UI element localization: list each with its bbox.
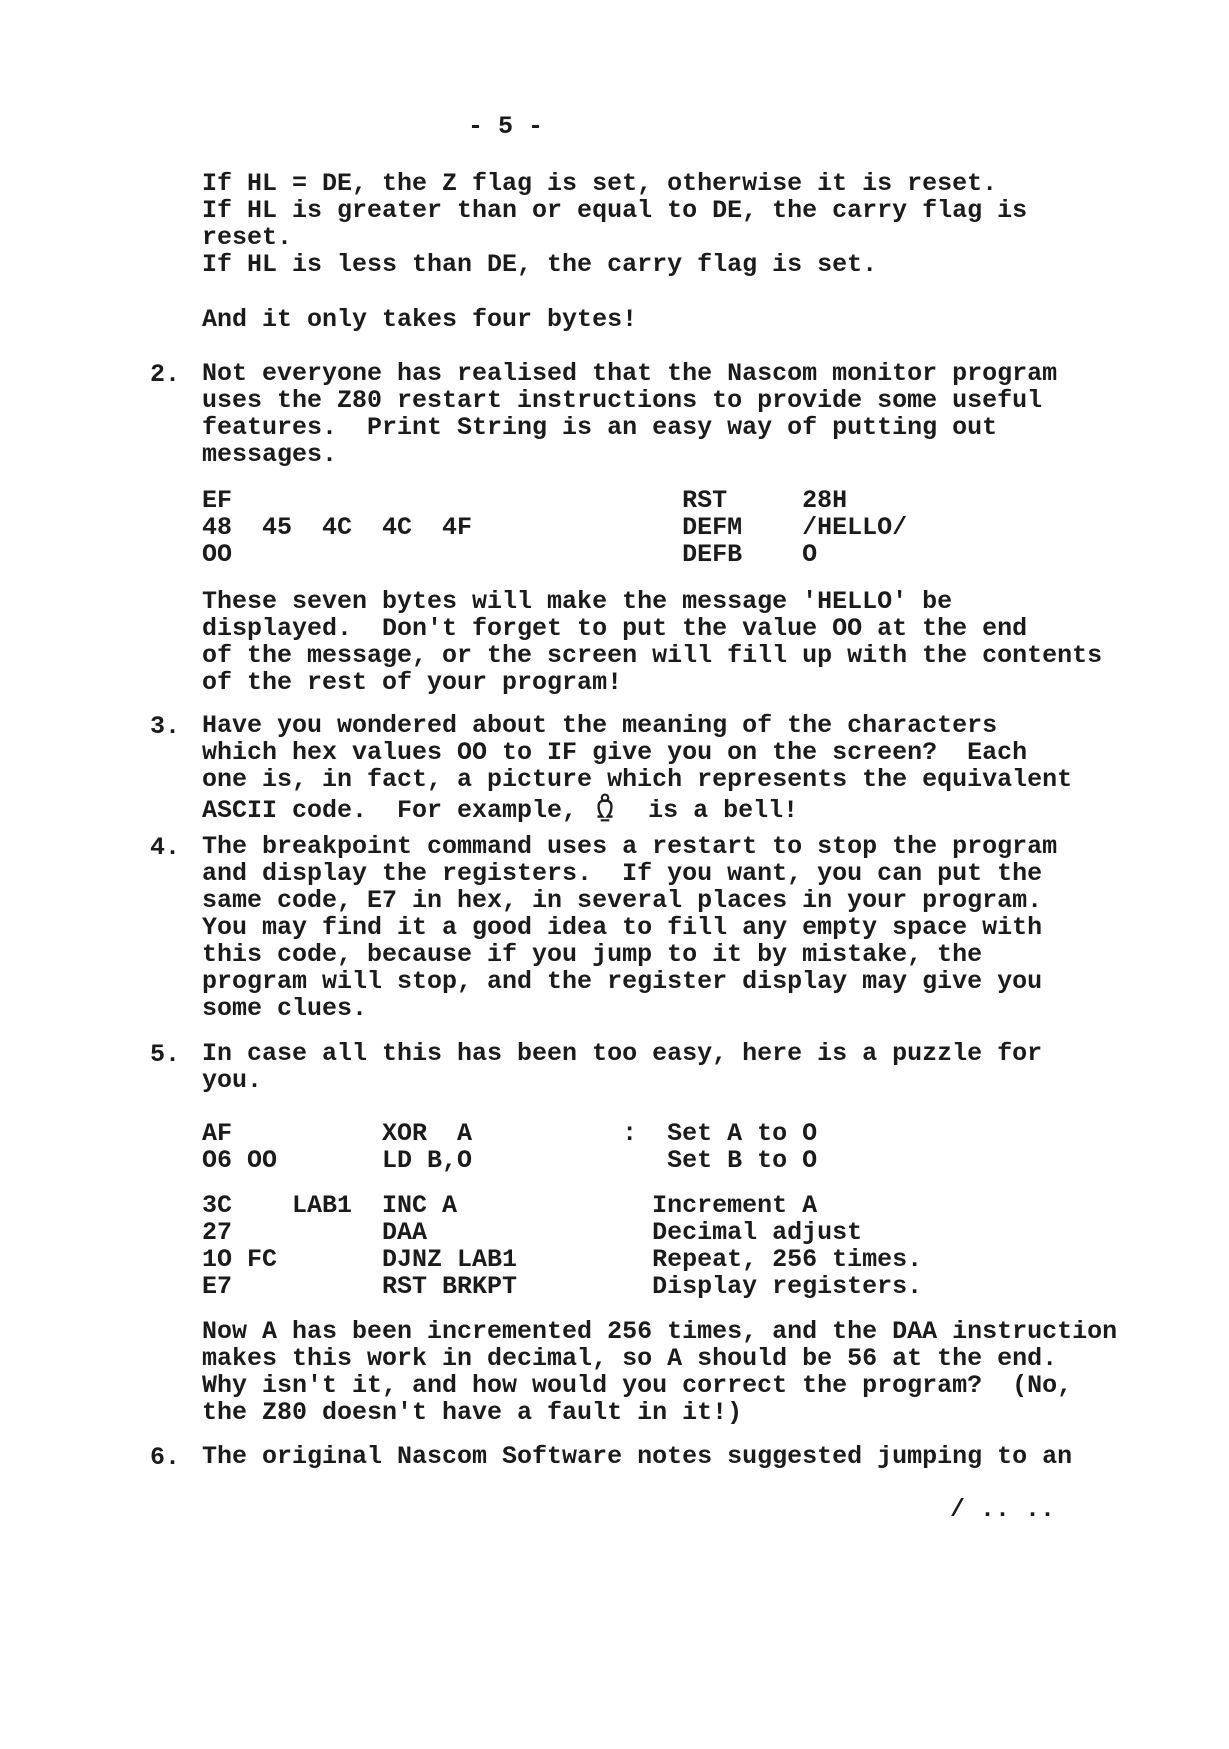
code-line: EF RST 28H <box>202 486 848 515</box>
list-item-5 <box>150 1039 1043 1095</box>
text-line: same code, E7 in hex, in several places in your program. <box>202 886 1043 915</box>
text-line: the Z80 doesn't have a fault in it!) <box>202 1398 743 1427</box>
list-number: 2. <box>150 360 181 389</box>
code-line: AF XOR A : Set A to O <box>202 1119 818 1148</box>
text-line: makes this work in decimal, so A should be 56 at the end. <box>202 1344 1058 1373</box>
daa-explanation-paragraph <box>202 1318 1117 1426</box>
text-line: You may find it a good idea to fill any empty space with <box>202 913 1043 942</box>
text-line: features. Print String is an easy way of putting out <box>202 413 998 442</box>
hello-explanation-paragraph <box>202 588 1102 696</box>
continuation-mark: / .. .. <box>950 1495 1056 1524</box>
text-line: Now A has been incremented 256 times, and the DAA instruction <box>202 1317 1118 1346</box>
text-line: Have you wondered about the meaning of the characters <box>202 711 998 740</box>
list-item-3 <box>150 711 1073 825</box>
text-line: uses the Z80 restart instructions to provide some useful <box>202 386 1043 415</box>
text-line: These seven bytes will make the message 'HELLO' be <box>202 587 953 616</box>
list-item-6 <box>150 1442 1073 1472</box>
text-line: Why isn't it, and how would you correct the program? (No, <box>202 1371 1073 1400</box>
text-line: The original Nascom Software notes suggested jumping to an <box>202 1442 1073 1471</box>
code-line: 48 45 4C 4C 4F DEFM /HELLO/ <box>202 513 908 542</box>
text-line: program will stop, and the register display may give you <box>202 967 1043 996</box>
text-line: of the rest of your program! <box>202 668 623 697</box>
intro-paragraph <box>202 170 1027 278</box>
list-number: 3. <box>150 712 181 741</box>
bell-text-line <box>202 793 1072 825</box>
text-line: If HL = DE, the Z flag is set, otherwise it is reset. <box>202 169 998 198</box>
bell-icon <box>592 793 618 823</box>
text-line: messages. <box>202 440 338 469</box>
code-line: 27 DAA Decimal adjust <box>202 1218 863 1247</box>
code-line: 1O FC DJNZ LAB1 Repeat, 256 times. <box>202 1245 923 1274</box>
text-line: displayed. Don't forget to put the value OO at the end <box>202 614 1028 643</box>
text-line: of the message, or the screen will fill up with the contents <box>202 641 1103 670</box>
page-number: - 5 - <box>468 112 544 141</box>
text-line: you. <box>202 1066 263 1095</box>
text-line: one is, in fact, a picture which represents the equivalent <box>202 765 1073 794</box>
tagline-paragraph <box>202 306 637 333</box>
code-line: O6 OO LD B,O Set B to O <box>202 1146 818 1175</box>
text-line: this code, because if you jump to it by mistake, the <box>202 940 983 969</box>
code-listing-hello <box>202 487 907 568</box>
text-after-bell: is a bell! <box>618 796 799 825</box>
list-number: 6. <box>150 1443 181 1472</box>
text-line: The breakpoint command uses a restart to stop the program <box>202 832 1058 861</box>
code-line: OO DEFB O <box>202 540 818 569</box>
text-line: and display the registers. If you want, you can put the <box>202 859 1043 888</box>
text-line: some clues. <box>202 994 368 1023</box>
list-item-4 <box>150 832 1058 1023</box>
text-line: And it only takes four bytes! <box>202 305 638 334</box>
list-number: 5. <box>150 1040 181 1069</box>
text-line: In case all this has been too easy, here is a puzzle for <box>202 1039 1043 1068</box>
code-line: E7 RST BRKPT Display registers. <box>202 1272 923 1301</box>
code-listing-puzzle-loop <box>202 1192 922 1300</box>
text-line: If HL is less than DE, the carry flag is set. <box>202 250 878 279</box>
text-line: If HL is greater than or equal to DE, the carry flag is <box>202 196 1028 225</box>
text-line: Not everyone has realised that the Nascom monitor program <box>202 359 1058 388</box>
text-line: which hex values OO to IF give you on the screen? Each <box>202 738 1028 767</box>
code-listing-puzzle-init <box>202 1120 817 1174</box>
text-before-bell: ASCII code. For example, <box>202 796 593 825</box>
list-item-2 <box>150 359 1058 469</box>
list-number: 4. <box>150 833 181 862</box>
code-line: 3C LAB1 INC A Increment A <box>202 1191 818 1220</box>
text-line: reset. <box>202 223 293 252</box>
